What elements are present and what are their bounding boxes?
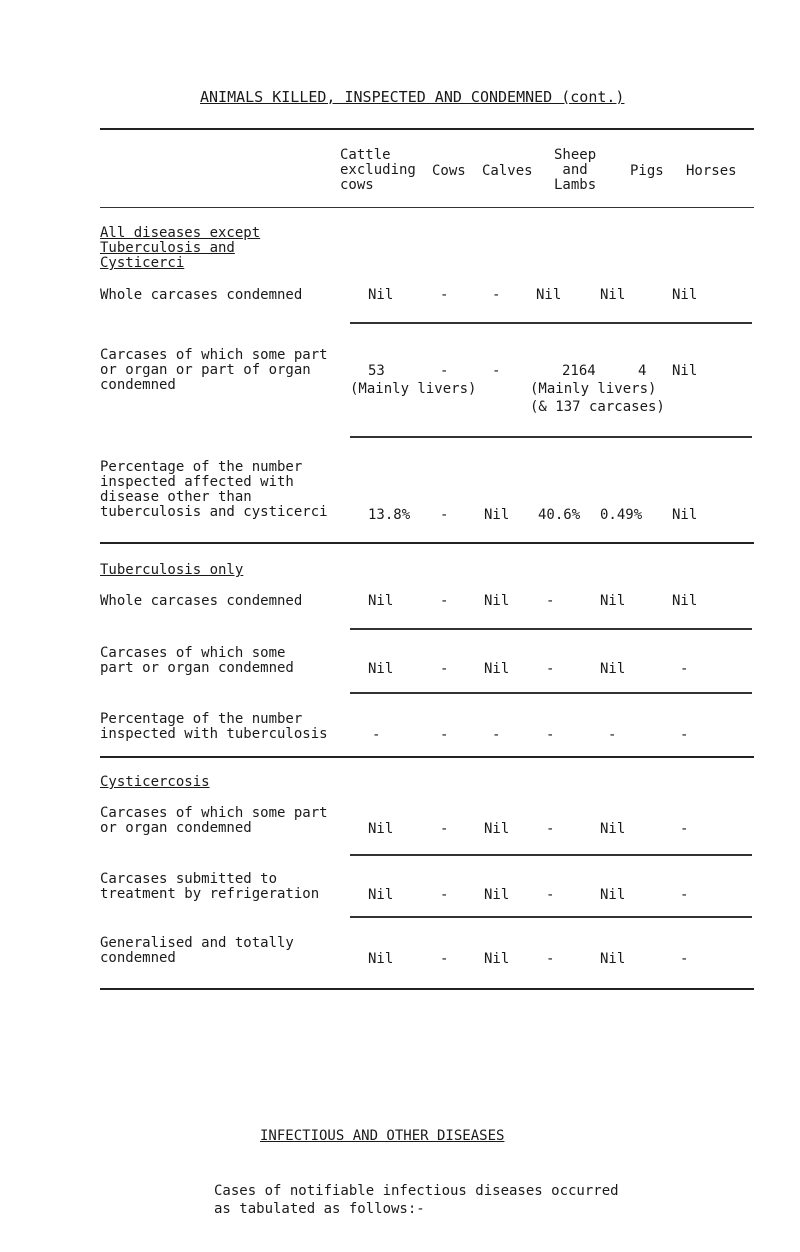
cell: - xyxy=(492,727,501,743)
cell: 13.8% xyxy=(368,507,411,523)
cell: - xyxy=(492,287,501,303)
cell: Nil xyxy=(600,593,626,609)
cell: Nil xyxy=(484,661,510,677)
cell-rule xyxy=(350,692,752,694)
row-label-generalised: Generalised and totally condemned xyxy=(100,935,294,966)
cell: - xyxy=(546,887,555,903)
cell: - xyxy=(546,593,555,609)
cell: Nil xyxy=(600,287,626,303)
page-title: ANIMALS KILLED, INSPECTED AND CONDEMNED (cont.) xyxy=(200,88,625,106)
cell: Nil xyxy=(672,507,698,523)
cell: - xyxy=(440,821,449,837)
cell-rule xyxy=(350,628,752,630)
infectious-text: Cases of notifiable infectious diseases occurred as tabulated as follows:- xyxy=(214,1183,619,1217)
column-header-calves: Calves xyxy=(482,163,533,179)
cell: Nil xyxy=(368,951,394,967)
cell: Nil xyxy=(600,661,626,677)
cell: Nil xyxy=(484,593,510,609)
table-bottom-rule xyxy=(100,988,754,990)
cell: Nil xyxy=(484,821,510,837)
cell: Nil xyxy=(672,363,698,379)
cell-rule xyxy=(350,436,752,438)
cell: - xyxy=(440,507,449,523)
cell: Nil xyxy=(368,593,394,609)
row-label-whole-carcases: Whole carcases condemned xyxy=(100,287,303,303)
cell: - xyxy=(680,821,689,837)
cell: - xyxy=(680,661,689,677)
cell: - xyxy=(546,821,555,837)
cell: - xyxy=(680,951,689,967)
cell: Nil xyxy=(368,821,394,837)
cell: - xyxy=(546,661,555,677)
cell: - xyxy=(680,727,689,743)
cell: - xyxy=(440,661,449,677)
column-header-sheep: Sheep and Lambs xyxy=(554,147,597,193)
section-heading-all-diseases: All diseases except Tuberculosis and Cysticerci xyxy=(100,225,261,271)
cell: Nil xyxy=(672,287,698,303)
section-rule xyxy=(100,542,754,544)
row-label-whole-carcases-tb: Whole carcases condemned xyxy=(100,593,303,609)
table-top-rule xyxy=(100,128,754,130)
cell: Nil xyxy=(672,593,698,609)
note-cattle: (Mainly livers) xyxy=(350,381,477,397)
cell: - xyxy=(546,727,555,743)
cell: - xyxy=(440,727,449,743)
section-heading-cysticercosis: Cysticercosis xyxy=(100,774,210,790)
cell: - xyxy=(440,287,449,303)
cell: - xyxy=(440,363,449,379)
cell: 53 xyxy=(368,363,385,379)
column-header-pigs: Pigs xyxy=(630,163,664,179)
cell-rule xyxy=(350,916,752,918)
cell: Nil xyxy=(536,287,562,303)
cell: Nil xyxy=(484,887,510,903)
column-header-cows: Cows xyxy=(432,163,466,179)
cell: 4 xyxy=(638,363,647,379)
cell: Nil xyxy=(484,507,510,523)
cell: 40.6% xyxy=(538,507,581,523)
header-rule xyxy=(100,207,754,208)
section-rule xyxy=(100,756,754,758)
column-header-cattle: Cattle excluding cows xyxy=(340,147,416,193)
cell: - xyxy=(680,887,689,903)
cell-rule xyxy=(350,322,752,324)
cell: - xyxy=(546,951,555,967)
cell: 0.49% xyxy=(600,507,643,523)
cell: - xyxy=(372,727,381,743)
cell: Nil xyxy=(368,887,394,903)
section-heading-tuberculosis: Tuberculosis only xyxy=(100,562,244,578)
note-sheep: (Mainly livers) xyxy=(530,381,657,397)
cell: - xyxy=(440,593,449,609)
row-label-percentage-other: Percentage of the number inspected affected with disease other than tuberculosis and cysticerci xyxy=(100,459,328,520)
column-header-horses: Horses xyxy=(686,163,737,179)
note-sheep-carcases: (& 137 carcases) xyxy=(530,399,665,415)
row-label-percentage-tb: Percentage of the number inspected with tuberculosis xyxy=(100,711,328,742)
cell: Nil xyxy=(368,287,394,303)
cell: Nil xyxy=(600,887,626,903)
cell: 2164 xyxy=(562,363,596,379)
cell-rule xyxy=(350,854,752,856)
cell: Nil xyxy=(600,821,626,837)
cell: - xyxy=(440,887,449,903)
cell: Nil xyxy=(484,951,510,967)
cell: - xyxy=(440,951,449,967)
cell: Nil xyxy=(600,951,626,967)
row-label-refrigeration: Carcases submitted to treatment by refrigeration xyxy=(100,871,320,902)
cell: - xyxy=(492,363,501,379)
row-label-some-part-tb: Carcases of which some part or organ condemned xyxy=(100,645,294,676)
row-label-some-part: Carcases of which some part or organ or part of organ condemned xyxy=(100,347,328,393)
row-label-some-part-cyst: Carcases of which some part or organ condemned xyxy=(100,805,328,836)
section-heading-infectious: INFECTIOUS AND OTHER DISEASES xyxy=(260,1128,505,1144)
cell: Nil xyxy=(368,661,394,677)
cell: - xyxy=(608,727,617,743)
